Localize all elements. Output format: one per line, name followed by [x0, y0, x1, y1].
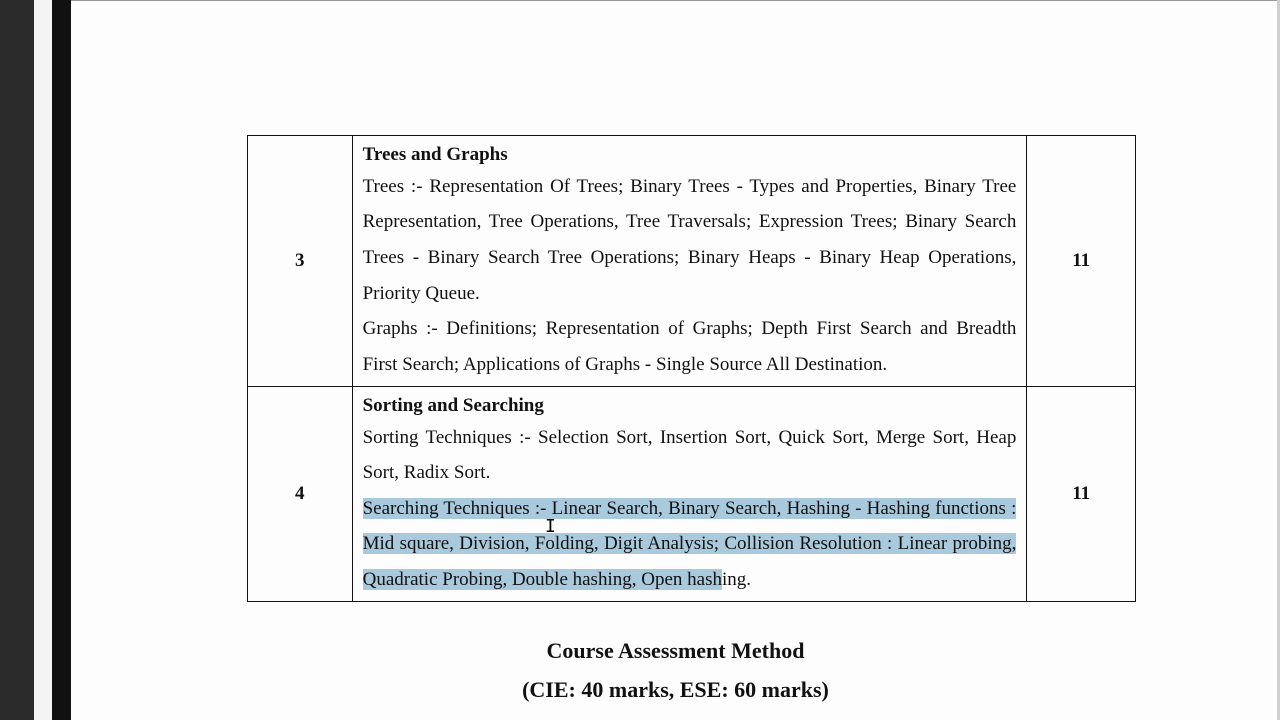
assessment-heading: Course Assessment Method [546, 638, 805, 663]
unselected-text: ing. [721, 568, 751, 590]
document-page[interactable] [71, 0, 1280, 720]
selected-text[interactable]: Searching Techniques :- Linear Search, Binary Search, Hashing - Hashing functions : Mid square, Division, Folding, Digit Analysis; Collision Resolution : Linear probing, Quadratic Probing, Double hashing, Open hash [362, 497, 1017, 590]
unit-content[interactable] [352, 136, 1027, 387]
unit-paragraph: Graphs :- Definitions; Representation of Graphs; Depth First Search and Breadth First Search; Applications of Graphs - Single Source All Destination. [362, 318, 1017, 375]
unit-title: Sorting and Searching [362, 394, 544, 416]
unit-hours: 11 [1027, 387, 1136, 602]
unit-paragraph: Sorting Techniques :- Selection Sort, Insertion Sort, Quick Sort, Merge Sort, Heap Sort, Radix Sort. [362, 426, 1017, 484]
viewer-page-shadow [52, 0, 71, 720]
unit-paragraph-selected[interactable] [363, 491, 1017, 598]
unit-number: 3 [248, 136, 353, 387]
unit-number: 4 [248, 387, 353, 602]
syllabus-table [247, 135, 1136, 602]
unit-hours: 11 [1027, 136, 1136, 387]
assessment-marks: (CIE: 40 marks, ESE: 60 marks) [522, 677, 829, 702]
viewer-left-panel [0, 0, 34, 720]
table-row [248, 136, 1136, 387]
unit-content[interactable] [352, 387, 1027, 602]
table-row [248, 387, 1136, 602]
unit-title: Trees and Graphs [362, 143, 508, 165]
unit-paragraph: Trees :- Representation Of Trees; Binary Trees - Types and Properties, Binary Tree Representation, Tree Operations, Tree Traversals; Expression Trees; Binary Search Trees - Binary Search Tree Operations; Binary Heaps - Binary Heap Operations, Priority Queue. [362, 175, 1017, 304]
viewer-left-gutter [34, 0, 52, 720]
text-ibeam-cursor-icon: I [545, 516, 556, 537]
